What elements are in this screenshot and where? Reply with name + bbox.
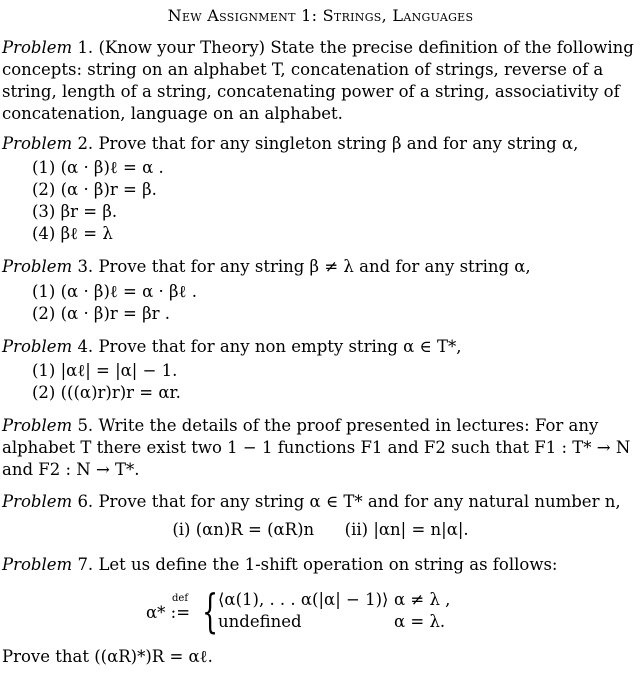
problem-7-number: 7. — [77, 555, 94, 574]
brace-symbol: { — [202, 584, 219, 638]
problem-4-intro-text: Prove that for any non empty string α ∈ T*, — [98, 337, 462, 356]
definition-lhs: α* := — [146, 603, 191, 622]
problem-2-intro-text: Prove that for any singleton string β and for any string α, — [98, 134, 579, 153]
case-2-expression: undefined — [218, 612, 302, 631]
problem-2-label: Problem — [2, 134, 73, 153]
problem-3-item-1: (1) (α · β)ℓ = α · βℓ . — [32, 282, 197, 301]
problem-1-line-4: concatenation, language on an alphabet. — [2, 104, 343, 123]
problem-5-text-1: Write the details of the proof presented in lectures: For any — [98, 416, 599, 435]
problem-5-line-1 — [2, 416, 598, 436]
problem-1-label: Problem — [2, 38, 73, 57]
problem-6-label: Problem — [2, 492, 73, 511]
problem-4-label: Problem — [2, 337, 73, 356]
problem-3-label: Problem — [2, 257, 73, 276]
case-1-condition: α ≠ λ , — [394, 590, 451, 609]
problem-3-intro-text: Prove that for any string β ≠ λ and for any string α, — [98, 257, 531, 276]
problem-4-intro — [2, 337, 462, 357]
problem-6-formulas — [0, 520, 641, 539]
problem-2-item-4: (4) βℓ = λ — [32, 224, 113, 243]
problem-4-item-2: (2) (((α)r)r)r = αr. — [32, 383, 181, 402]
problem-5-line-2: alphabet T there exist two 1 − 1 functions F1 and F2 such that F1 : T* → N — [2, 438, 631, 457]
case-1-expression: ⟨α(1), . . . α(|α| − 1)⟩ — [218, 590, 389, 609]
problem-2-item-2: (2) (α · β)r = β. — [32, 180, 157, 199]
problem-1-line-2: concepts: string on an alphabet T, concatenation of strings, reverse of a — [2, 60, 604, 79]
problem-4-number: 4. — [77, 337, 94, 356]
problem-5-line-3: and F2 : N → T*. — [2, 460, 140, 479]
problem-7-prove: Prove that ((αR)*)R = αℓ. — [2, 647, 213, 666]
problem-5-label: Problem — [2, 416, 73, 435]
problem-7-intro — [2, 555, 557, 575]
problem-2-item-3: (3) βr = β. — [32, 202, 118, 221]
problem-3-number: 3. — [77, 257, 94, 276]
problem-3-item-2: (2) (α · β)r = βr . — [32, 304, 171, 323]
problem-6-intro-text: Prove that for any string α ∈ T* and for any natural number n, — [98, 492, 621, 511]
problem-2-number: 2. — [77, 134, 94, 153]
problem-6-formula-i: (i) (αn)R = (αR)n — [172, 520, 315, 539]
assignment-title: New Assignment 1: Strings, Languages — [167, 6, 474, 25]
problem-1-line-1 — [2, 38, 634, 58]
def-label: def — [172, 593, 189, 604]
problem-2-item-1: (1) (α · β)ℓ = α . — [32, 158, 164, 177]
problem-7-label: Problem — [2, 555, 73, 574]
problem-1-line-3: string, length of a string, concatenating power of a string, associativity of — [2, 82, 620, 101]
problem-7-intro-text: Let us define the 1-shift operation on string as follows: — [98, 555, 558, 574]
problem-3-intro — [2, 257, 531, 277]
problem-6-number: 6. — [77, 492, 94, 511]
problem-6-intro — [2, 492, 621, 512]
problem-1-text-1: (Know your Theory) State the precise definition of the following — [98, 38, 634, 57]
case-2-condition: α = λ. — [394, 612, 446, 631]
problem-1-number: 1. — [77, 38, 94, 57]
problem-5-number: 5. — [77, 416, 94, 435]
problem-6-formula-ii: (ii) |αn| = n|α|. — [344, 520, 469, 539]
problem-2-intro — [2, 134, 578, 154]
problem-4-item-1: (1) |αℓ| = |α| − 1. — [32, 361, 178, 380]
